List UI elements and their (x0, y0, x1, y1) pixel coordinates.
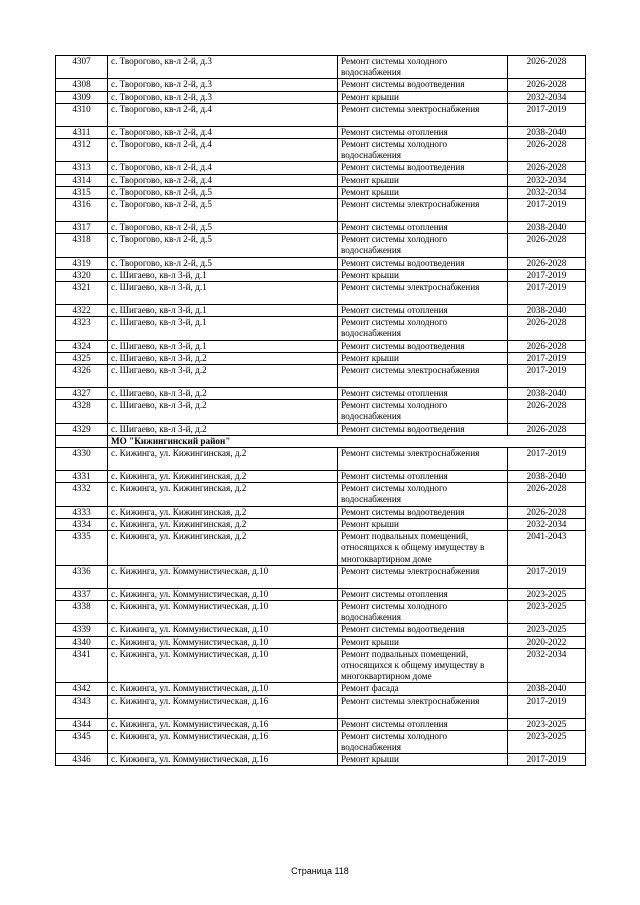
period-cell: 2026-2028 (508, 340, 586, 352)
period-cell: 2038-2040 (508, 305, 586, 317)
work-type-cell: Ремонт системы электроснабжения (338, 365, 508, 388)
row-number-cell: 4307 (56, 56, 108, 79)
table-row (56, 352, 586, 364)
address-cell: с. Кижинга, ул. Коммунистическая, д.10 (108, 636, 338, 648)
table-row (56, 305, 586, 317)
table-row (56, 600, 586, 623)
table-row (56, 648, 586, 683)
address-cell: с. Творогово, кв-л 2-й, д.3 (108, 91, 338, 103)
section-heading: МО "Кижингинский район" (108, 435, 586, 447)
period-cell: 2038-2040 (508, 222, 586, 234)
address-cell: с. Творогово, кв-л 2-й, д.5 (108, 222, 338, 234)
work-type-cell: Ремонт системы отопления (338, 222, 508, 234)
table-row (56, 531, 586, 566)
period-cell: 2026-2028 (508, 162, 586, 174)
address-cell: с. Кижинга, ул. Коммунистическая, д.16 (108, 754, 338, 766)
row-number-cell: 4326 (56, 365, 108, 388)
work-type-cell: Ремонт системы электроснабжения (338, 448, 508, 471)
address-cell: с. Шигаево, кв-л 3-й, д.1 (108, 305, 338, 317)
table-row (56, 222, 586, 234)
work-type-cell: Ремонт системы электроснабжения (338, 565, 508, 588)
period-cell: 2026-2028 (508, 506, 586, 518)
row-number-cell: 4344 (56, 718, 108, 730)
section-heading-row (56, 435, 586, 447)
table-row (56, 56, 586, 79)
period-cell: 2038-2040 (508, 471, 586, 483)
period-cell: 2026-2028 (508, 79, 586, 91)
row-number-cell: 4335 (56, 531, 108, 566)
row-number-cell: 4310 (56, 103, 108, 126)
address-cell: с. Шигаево, кв-л 3-й, д.2 (108, 423, 338, 435)
table-row (56, 683, 586, 695)
table-row (56, 365, 586, 388)
table-row (56, 388, 586, 400)
work-type-cell: Ремонт системы водоотведения (338, 624, 508, 636)
table-row (56, 199, 586, 222)
work-type-cell: Ремонт системы отопления (338, 471, 508, 483)
table-row (56, 174, 586, 186)
period-cell: 2017-2019 (508, 199, 586, 222)
row-number-cell: 4329 (56, 423, 108, 435)
table-row (56, 518, 586, 530)
address-cell: с. Кижинга, ул. Коммунистическая, д.16 (108, 695, 338, 718)
period-cell: 2038-2040 (508, 126, 586, 138)
row-number-cell: 4340 (56, 636, 108, 648)
address-cell: с. Шигаево, кв-л 3-й, д.1 (108, 340, 338, 352)
address-cell: с. Кижинга, ул. Коммунистическая, д.10 (108, 600, 338, 623)
address-cell: с. Шигаево, кв-л 3-й, д.1 (108, 317, 338, 340)
table-row (56, 448, 586, 471)
period-cell: 2026-2028 (508, 400, 586, 423)
period-cell: 2038-2040 (508, 683, 586, 695)
work-type-cell: Ремонт системы электроснабжения (338, 199, 508, 222)
table-row (56, 269, 586, 281)
row-number-cell: 4319 (56, 257, 108, 269)
period-cell: 2017-2019 (508, 365, 586, 388)
work-type-cell: Ремонт системы водоотведения (338, 162, 508, 174)
period-cell: 2017-2019 (508, 282, 586, 305)
period-cell: 2017-2019 (508, 448, 586, 471)
address-cell: с. Шигаево, кв-л 3-й, д.2 (108, 400, 338, 423)
work-type-cell: Ремонт системы холодного водоснабжения (338, 600, 508, 623)
period-cell: 2026-2028 (508, 483, 586, 506)
row-number-cell: 4346 (56, 754, 108, 766)
work-type-cell: Ремонт системы холодного водоснабжения (338, 400, 508, 423)
row-number-cell: 4330 (56, 448, 108, 471)
section-empty-cell (56, 435, 108, 447)
period-cell: 2038-2040 (508, 388, 586, 400)
address-cell: с. Кижинга, ул. Коммунистическая, д.16 (108, 718, 338, 730)
table-row (56, 340, 586, 352)
table-row (56, 257, 586, 269)
address-cell: с. Кижинга, ул. Коммунистическая, д.10 (108, 648, 338, 683)
row-number-cell: 4342 (56, 683, 108, 695)
work-type-cell: Ремонт крыши (338, 636, 508, 648)
work-type-cell: Ремонт системы водоотведения (338, 340, 508, 352)
work-type-cell: Ремонт системы электроснабжения (338, 282, 508, 305)
row-number-cell: 4323 (56, 317, 108, 340)
address-cell: с. Кижинга, ул. Кижингинская, д.2 (108, 518, 338, 530)
table-row (56, 636, 586, 648)
row-number-cell: 4331 (56, 471, 108, 483)
table-row (56, 234, 586, 257)
row-number-cell: 4337 (56, 588, 108, 600)
table-row (56, 471, 586, 483)
work-type-cell: Ремонт системы холодного водоснабжения (338, 317, 508, 340)
row-number-cell: 4312 (56, 139, 108, 162)
address-cell: с. Кижинга, ул. Коммунистическая, д.10 (108, 588, 338, 600)
period-cell: 2026-2028 (508, 423, 586, 435)
address-cell: с. Кижинга, ул. Коммунистическая, д.10 (108, 565, 338, 588)
page-footer: Страница 118 (291, 866, 349, 876)
period-cell: 2026-2028 (508, 234, 586, 257)
address-cell: с. Творогово, кв-л 2-й, д.5 (108, 257, 338, 269)
period-cell: 2023-2025 (508, 624, 586, 636)
address-cell: с. Творогово, кв-л 2-й, д.4 (108, 126, 338, 138)
table-row (56, 565, 586, 588)
table-row (56, 483, 586, 506)
address-cell: с. Шигаево, кв-л 3-й, д.1 (108, 269, 338, 281)
work-type-cell: Ремонт фасада (338, 683, 508, 695)
work-type-cell: Ремонт системы холодного водоснабжения (338, 483, 508, 506)
period-cell: 2017-2019 (508, 352, 586, 364)
table-row (56, 103, 586, 126)
work-type-cell: Ремонт системы водоотведения (338, 506, 508, 518)
table-row (56, 718, 586, 730)
work-type-cell: Ремонт подвальных помещений, относящихся к общему имуществу в многоквартирном доме (338, 531, 508, 566)
period-cell: 2032-2034 (508, 91, 586, 103)
address-cell: с. Творогово, кв-л 2-й, д.4 (108, 103, 338, 126)
work-type-cell: Ремонт системы электроснабжения (338, 103, 508, 126)
work-type-cell: Ремонт крыши (338, 186, 508, 198)
row-number-cell: 4328 (56, 400, 108, 423)
row-number-cell: 4334 (56, 518, 108, 530)
address-cell: с. Шигаево, кв-л 3-й, д.2 (108, 365, 338, 388)
address-cell: с. Шигаево, кв-л 3-й, д.2 (108, 352, 338, 364)
table-row (56, 423, 586, 435)
address-cell: с. Творогово, кв-л 2-й, д.5 (108, 186, 338, 198)
work-type-cell: Ремонт системы водоотведения (338, 423, 508, 435)
address-cell: с. Творогово, кв-л 2-й, д.3 (108, 79, 338, 91)
address-cell: с. Шигаево, кв-л 3-й, д.1 (108, 282, 338, 305)
work-type-cell: Ремонт крыши (338, 518, 508, 530)
row-number-cell: 4322 (56, 305, 108, 317)
period-cell: 2032-2034 (508, 186, 586, 198)
row-number-cell: 4320 (56, 269, 108, 281)
table-row (56, 186, 586, 198)
work-type-cell: Ремонт системы отопления (338, 388, 508, 400)
row-number-cell: 4321 (56, 282, 108, 305)
work-type-cell: Ремонт крыши (338, 91, 508, 103)
work-type-cell: Ремонт системы отопления (338, 126, 508, 138)
work-type-cell: Ремонт системы холодного водоснабжения (338, 730, 508, 753)
work-type-cell: Ремонт крыши (338, 352, 508, 364)
work-type-cell: Ремонт системы холодного водоснабжения (338, 56, 508, 79)
period-cell: 2023-2025 (508, 600, 586, 623)
period-cell: 2032-2034 (508, 518, 586, 530)
period-cell: 2032-2034 (508, 174, 586, 186)
address-cell: с. Кижинга, ул. Коммунистическая, д.10 (108, 683, 338, 695)
table-row (56, 91, 586, 103)
period-cell: 2023-2025 (508, 718, 586, 730)
period-cell: 2026-2028 (508, 139, 586, 162)
table-row (56, 588, 586, 600)
work-type-cell: Ремонт крыши (338, 174, 508, 186)
table-row (56, 317, 586, 340)
row-number-cell: 4336 (56, 565, 108, 588)
table-row (56, 695, 586, 718)
address-cell: с. Кижинга, ул. Коммунистическая, д.10 (108, 624, 338, 636)
address-cell: с. Творогово, кв-л 2-й, д.3 (108, 56, 338, 79)
work-type-cell: Ремонт системы отопления (338, 588, 508, 600)
period-cell: 2017-2019 (508, 269, 586, 281)
work-type-cell: Ремонт системы водоотведения (338, 79, 508, 91)
row-number-cell: 4314 (56, 174, 108, 186)
table-row (56, 79, 586, 91)
period-cell: 2017-2019 (508, 565, 586, 588)
work-type-cell: Ремонт системы холодного водоснабжения (338, 234, 508, 257)
address-cell: с. Кижинга, ул. Кижингинская, д.2 (108, 506, 338, 518)
table-row (56, 506, 586, 518)
row-number-cell: 4341 (56, 648, 108, 683)
period-cell: 2017-2019 (508, 103, 586, 126)
table-body (56, 56, 586, 766)
address-cell: с. Шигаево, кв-л 3-й, д.2 (108, 388, 338, 400)
row-number-cell: 4338 (56, 600, 108, 623)
period-cell: 2041-2043 (508, 531, 586, 566)
address-cell: с. Кижинга, ул. Кижингинская, д.2 (108, 448, 338, 471)
work-type-cell: Ремонт крыши (338, 269, 508, 281)
table-row (56, 126, 586, 138)
table-row (56, 400, 586, 423)
address-cell: с. Творогово, кв-л 2-й, д.5 (108, 234, 338, 257)
period-cell: 2026-2028 (508, 257, 586, 269)
row-number-cell: 4309 (56, 91, 108, 103)
address-cell: с. Кижинга, ул. Кижингинская, д.2 (108, 471, 338, 483)
row-number-cell: 4317 (56, 222, 108, 234)
period-cell: 2023-2025 (508, 588, 586, 600)
work-type-cell: Ремонт подвальных помещений, относящихся к общему имуществу в многоквартирном доме (338, 648, 508, 683)
period-cell: 2023-2025 (508, 730, 586, 753)
work-type-cell: Ремонт системы водоотведения (338, 257, 508, 269)
work-type-cell: Ремонт крыши (338, 754, 508, 766)
address-cell: с. Кижинга, ул. Кижингинская, д.2 (108, 483, 338, 506)
work-type-cell: Ремонт системы электроснабжения (338, 695, 508, 718)
row-number-cell: 4311 (56, 126, 108, 138)
address-cell: с. Творогово, кв-л 2-й, д.4 (108, 174, 338, 186)
period-cell: 2026-2028 (508, 317, 586, 340)
period-cell: 2017-2019 (508, 754, 586, 766)
period-cell: 2020-2022 (508, 636, 586, 648)
table-row (56, 624, 586, 636)
table-row (56, 139, 586, 162)
row-number-cell: 4345 (56, 730, 108, 753)
address-cell: с. Кижинга, ул. Кижингинская, д.2 (108, 531, 338, 566)
row-number-cell: 4308 (56, 79, 108, 91)
row-number-cell: 4318 (56, 234, 108, 257)
period-cell: 2026-2028 (508, 56, 586, 79)
row-number-cell: 4315 (56, 186, 108, 198)
work-type-cell: Ремонт системы холодного водоснабжения (338, 139, 508, 162)
repair-schedule-table (55, 55, 586, 766)
address-cell: с. Творогово, кв-л 2-й, д.5 (108, 199, 338, 222)
row-number-cell: 4316 (56, 199, 108, 222)
address-cell: с. Кижинга, ул. Коммунистическая, д.16 (108, 730, 338, 753)
address-cell: с. Творогово, кв-л 2-й, д.4 (108, 162, 338, 174)
table-row (56, 162, 586, 174)
period-cell: 2017-2019 (508, 695, 586, 718)
address-cell: с. Творогово, кв-л 2-й, д.4 (108, 139, 338, 162)
row-number-cell: 4327 (56, 388, 108, 400)
row-number-cell: 4313 (56, 162, 108, 174)
row-number-cell: 4343 (56, 695, 108, 718)
row-number-cell: 4339 (56, 624, 108, 636)
row-number-cell: 4324 (56, 340, 108, 352)
table-row (56, 754, 586, 766)
work-type-cell: Ремонт системы отопления (338, 305, 508, 317)
work-type-cell: Ремонт системы отопления (338, 718, 508, 730)
row-number-cell: 4333 (56, 506, 108, 518)
row-number-cell: 4332 (56, 483, 108, 506)
table-row (56, 730, 586, 753)
row-number-cell: 4325 (56, 352, 108, 364)
period-cell: 2032-2034 (508, 648, 586, 683)
table-row (56, 282, 586, 305)
